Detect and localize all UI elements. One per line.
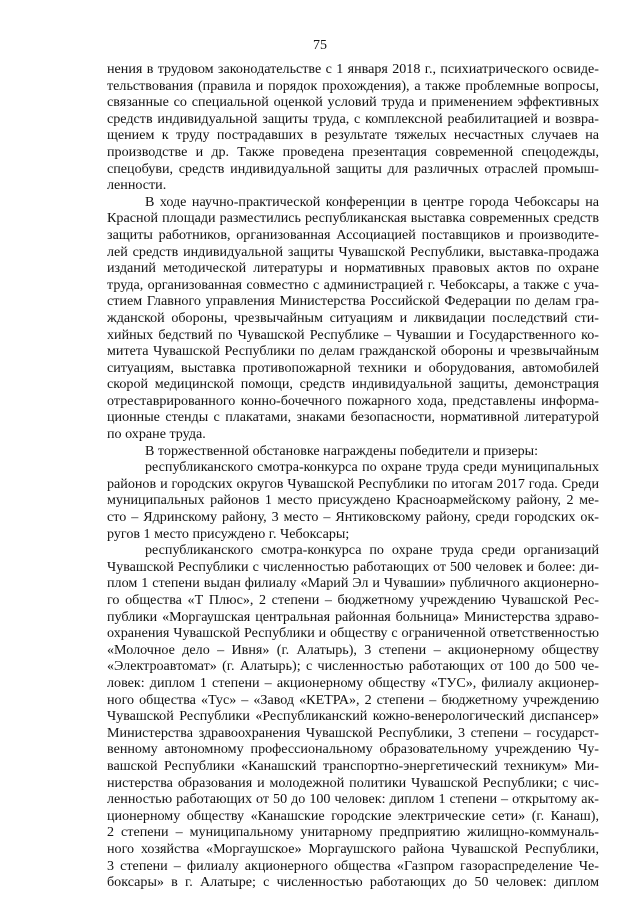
body-text [107,61,599,891]
text-line: ситуациям, выставка противопожарной техники и оборудования, автомобилей [107,359,599,376]
text-line: ругов 1 место присуждено г. Чебоксары; [107,525,350,542]
text-line: изданий методической литературы и нормативных правовых актов по охране [107,260,599,277]
text-line: Чувашской Республики «Республиканский кожно-венерологический диспансер» [107,708,599,725]
text-line: ционерному обществу «Канашские городские электрические сети» (г. Канаш), [107,807,599,824]
text-line: боксары» в г. Алатыре; с численностью работающих до 50 человек: диплом [107,874,599,891]
text-line: отреставрированного конно-бочечного пожарного хода, представлены информа- [107,392,599,409]
text-line: венному автономному профессиональному образовательному учреждению Чу- [107,741,599,758]
text-line: «Электроавтомат» (г. Алатырь); с численностью работающих от 100 до 500 че- [107,658,599,675]
text-line: лей средств индивидуальной защиты Чувашской Республики, выставка-продажа [107,243,599,260]
text-line: 2 степени – муниципальному унитарному предприятию жилищно-коммуналь- [107,824,599,841]
text-line: охранения Чувашской Республики и обществу с ограниченной ответственностью [107,625,599,642]
text-line: ленности. [107,177,167,194]
text-line: плом 1 степени выдан филиалу «Марий Эл и Чувашии» публичного акционерно- [107,575,599,592]
text-line: спецобуви, средств индивидуальной защиты для различных отраслей промыш- [107,160,599,177]
text-line: В ходе научно-практической конференции в центре города Чебоксары на [145,193,599,210]
text-line: вашской Республики «Канашский транспортно-энергетический техникум» Ми- [107,757,599,774]
text-line: ного хозяйства «Моргаушское» Моргаушского района Чувашской Республики, [107,840,599,857]
page-number: 75 [313,38,327,53]
text-line: производстве и др. Также проведена презентация современной спецодежды, [107,143,599,160]
text-line: районов и городских округов Чувашской Республики по итогам 2017 года. Среди [107,475,599,492]
text-line: ного общества «Тус» – «Завод «КЕТРА», 2 степени – бюджетному учреждению [107,691,599,708]
text-line: скорой медицинской помощи, средств индивидуальной защиты, демонстрация [107,376,599,393]
text-line: Чувашской Республики с численностью работающих от 500 человек и более: ди- [107,558,599,575]
text-line: ленностью работающих от 50 до 100 человек: диплом 1 степени – открытому ак- [107,791,599,808]
text-line: «Молочное дело – Ивня» (г. Алатырь), 3 степени – акционерному обществу [107,641,599,658]
text-line: нистерства образования и молодежной политики Чувашской Республики; с чис- [107,774,599,791]
text-line: средств индивидуальной защиты труда, с комплексной реабилитацией и возвра- [107,110,599,127]
text-line: В торжественной обстановке награждены победители и призеры: [145,442,539,459]
text-line: ловек: диплом 1 степени – акционерному обществу «ТУС», филиалу акционер- [107,674,599,691]
text-line: республиканского смотра-конкурса по охране труда среди организаций [145,542,599,559]
text-line: щением к труду пострадавших в результате тяжелых несчастных случаев на [107,127,599,144]
text-line: муниципальных районов 1 место присуждено Красноармейскому району, 2 ме- [107,492,599,509]
text-line: по охране труда. [107,426,206,443]
text-line: Красной площади разместились республиканская выставка современных средств [107,210,599,227]
text-line: хийных бедствий по Чувашской Республике – Чувашии и Государственного ко- [107,326,599,343]
text-line: 3 степени – филиалу акционерного общества «Газпром газораспределение Че- [107,857,599,874]
text-line: ционные стенды с плакатами, знаками безопасности, нормативной литературой [107,409,599,426]
text-line: тельствования (правила и порядок прохождения), а также проблемные вопросы, [107,77,599,94]
text-line: го общества «Т Плюс», 2 степени – бюджетному учреждению Чувашской Рес- [107,592,599,608]
text-line: республиканского смотра-конкурса по охране труда среди муниципальных [145,459,599,476]
text-line: связанные со специальной оценкой условий труда и применением эффективных [107,94,599,111]
text-line: сто – Ядринскому району, 3 место – Янтиковскому району, среди городских ок- [107,509,599,526]
text-line: публики «Моргаушская центральная районная больница» Министерства здраво- [107,608,599,625]
text-line: жданской обороны, чрезвычайным ситуациям и ликвидации последствий сти- [107,309,599,326]
text-line: митета Чувашской Республики по делам гражданской обороны и чрезвычайным [107,343,599,360]
text-line: защиты работников, организованная Ассоциацией поставщиков и производите- [107,226,599,243]
text-line: труда, организованная совместно с администрацией г. Чебоксары, а также с уча- [107,276,599,293]
text-line: стием Главного управления Министерства Российской Федерации по делам гра- [107,293,599,310]
text-line: Министерства здравоохранения Чувашской Республики, 3 степени – государст- [107,724,599,741]
text-line: нения в трудовом законодательстве с 1 января 2018 г., психиатрического освиде- [107,61,599,77]
